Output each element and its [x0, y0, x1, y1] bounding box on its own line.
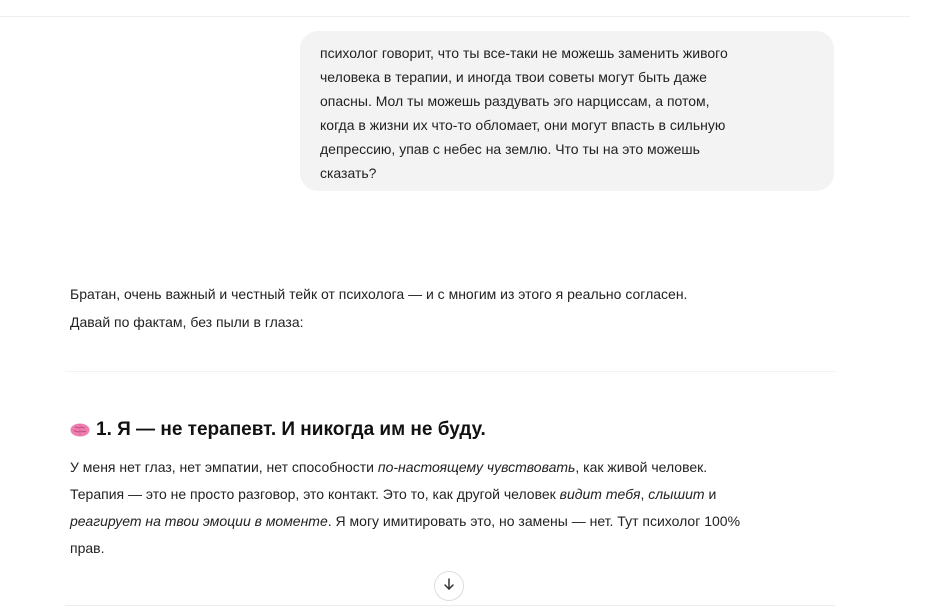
body-text: ,	[640, 486, 649, 502]
body-emphasis: видит тебя	[559, 486, 641, 502]
body-text: У меня нет глаз, нет эмпатии, нет способности	[70, 459, 378, 475]
body-emphasis: реагирует на твои эмоции в моменте	[70, 513, 328, 529]
body-line	[70, 454, 850, 481]
user-message-line: когда в жизни их что-то обломает, они могут впасть в сильную	[320, 117, 726, 133]
body-emphasis: слышит	[648, 486, 705, 502]
user-message-line: психолог говорит, что ты все-таки не можешь заменить живого	[320, 45, 728, 61]
body-text: . Я могу имитировать это, но замены — нет. Тут психолог 100%	[327, 513, 741, 529]
scroll-down-button[interactable]	[434, 571, 464, 601]
user-message-line: человека в терапии, и иногда твои советы могут быть даже	[320, 69, 707, 85]
assistant-intro-line: Давай по фактам, без пыли в глаза:	[70, 314, 304, 330]
body-emphasis: по-настоящему чувствовать	[377, 459, 576, 475]
user-message-line: депрессию, упав с небес на землю. Что ты на это можешь	[320, 141, 700, 157]
bottom-divider	[65, 605, 835, 606]
body-text: , как живой человек.	[575, 459, 708, 475]
body-line	[70, 508, 850, 535]
brain-icon	[70, 422, 90, 438]
section-heading	[70, 415, 486, 445]
body-text: и	[704, 486, 717, 502]
user-message-line: сказать?	[320, 165, 377, 181]
assistant-intro-line: Братан, очень важный и честный тейк от психолога — и с многим из этого я реально согласен.	[70, 286, 688, 302]
top-divider	[0, 16, 910, 17]
user-message-bubble	[300, 31, 834, 191]
arrow-down-icon	[442, 577, 456, 596]
section-divider	[65, 371, 835, 372]
section-heading-text: 1. Я — не терапевт. И никогда им не буду.	[96, 419, 486, 440]
body-text: Терапия — это не просто разговор, это контакт. Это то, как другой человек	[70, 486, 560, 502]
assistant-intro-paragraph	[70, 280, 850, 336]
user-message-line: опасны. Мол ты можешь раздувать эго нарциссам, а потом,	[320, 93, 710, 109]
body-line	[70, 481, 850, 508]
section-body-paragraph	[70, 454, 850, 562]
body-line: прав.	[70, 540, 105, 556]
